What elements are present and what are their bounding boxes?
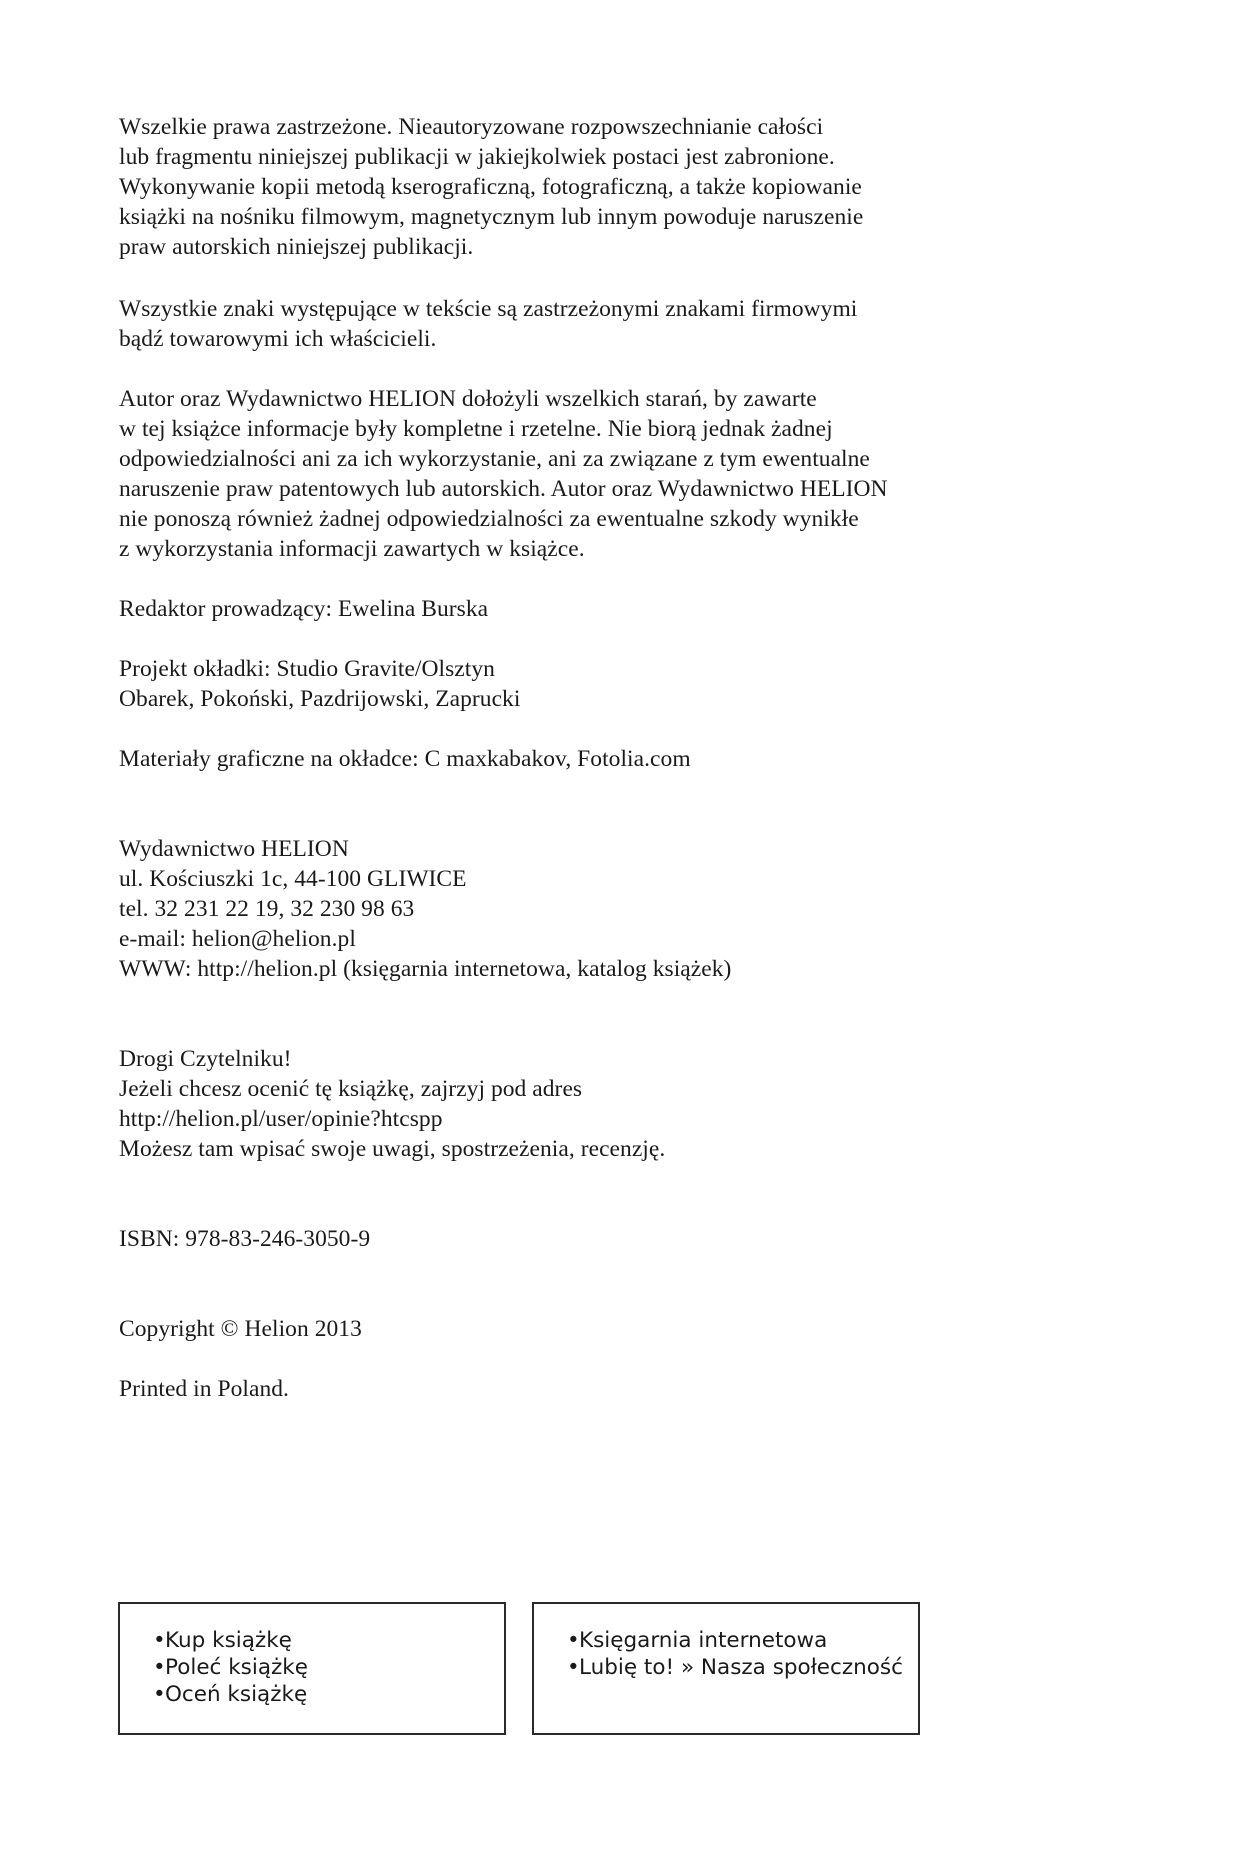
reader-greeting: Drogi Czytelniku!	[119, 1046, 292, 1072]
bullet: •	[153, 1682, 166, 1707]
reader-line: Jeżeli chcesz ocenić tę książkę, zajrzyj pod adres	[119, 1076, 583, 1102]
editor-credit	[119, 594, 1119, 624]
publisher-email: e-mail: helion@helion.pl	[119, 926, 356, 952]
trademarks-line: Wszystkie znaki występujące w tekście są zastrzeżonymi znakami firmowymi	[119, 296, 858, 322]
cover-materials-line: Materiały graficzne na okładce: C maxkabakov, Fotolia.com	[119, 746, 691, 772]
store-community-list	[567, 1627, 903, 1681]
publisher-address	[119, 834, 1119, 984]
copyright-line: Copyright © Helion 2013	[119, 1316, 362, 1342]
store-community-box	[532, 1602, 920, 1735]
cover-project-line: Projekt okładki: Studio Gravite/Olsztyn	[119, 656, 495, 682]
buy-book-link[interactable]: Kup książkę	[165, 1628, 292, 1653]
editor-line: Redaktor prowadzący: Ewelina Burska	[119, 596, 489, 622]
book-actions-list	[153, 1627, 308, 1708]
printed-line: Printed in Poland.	[119, 1376, 289, 1402]
publisher-phone: tel. 32 231 22 19, 32 230 98 63	[119, 896, 415, 922]
rights-line: Wykonywanie kopii metodą kserograficzną, fotograficzną, a także kopiowanie	[119, 174, 862, 200]
cover-project-credit	[119, 654, 1119, 714]
rights-line: lub fragmentu niniejszej publikacji w jakiejkolwiek postaci jest zabronione.	[119, 144, 835, 170]
disclaimer-line: Autor oraz Wydawnictwo HELION dołożyli wszelkich starań, by zawarte	[119, 386, 817, 412]
reader-note	[119, 1044, 1119, 1164]
isbn-line: ISBN: 978-83-246-3050-9	[119, 1226, 371, 1252]
disclaimer-line: odpowiedzialności ani za ich wykorzystanie, ani za związane z tym ewentualne	[119, 446, 870, 472]
list-item	[153, 1627, 308, 1654]
disclaimer-line: nie ponoszą również żadnej odpowiedzialności za ewentualne szkody wynikłe	[119, 506, 859, 532]
trademarks-paragraph	[119, 294, 1119, 354]
disclaimer-line: z wykorzystania informacji zawartych w książce.	[119, 536, 585, 562]
rights-line: Wszelkie prawa zastrzeżone. Nieautoryzowane rozpowszechnianie całości	[119, 114, 824, 140]
copyright-notice	[119, 1314, 1119, 1344]
trademarks-line: bądź towarowymi ich właścicieli.	[119, 326, 437, 352]
list-item	[567, 1654, 903, 1681]
disclaimer-line: w tej książce informacje były kompletne i rzetelne. Nie biorą jednak żadnej	[119, 416, 833, 442]
publisher-street: ul. Kościuszki 1c, 44-100 GLIWICE	[119, 866, 467, 892]
publisher-name: Wydawnictwo HELION	[119, 836, 349, 862]
rights-line: książki na nośniku filmowym, magnetycznym lub innym powoduje naruszenie	[119, 204, 864, 230]
bullet: •	[153, 1628, 166, 1653]
bullet: •	[567, 1655, 580, 1680]
list-item	[153, 1654, 308, 1681]
reader-url: http://helion.pl/user/opinie?htcspp	[119, 1106, 443, 1132]
isbn	[119, 1224, 1119, 1254]
online-bookstore-link[interactable]: Księgarnia internetowa	[579, 1628, 828, 1653]
reader-line: Możesz tam wpisać swoje uwagi, spostrzeżenia, recenzję.	[119, 1136, 666, 1162]
list-item	[153, 1681, 308, 1708]
printed-notice	[119, 1374, 1119, 1404]
community-link[interactable]: Lubię to! » Nasza społeczność	[579, 1655, 903, 1680]
book-actions-box	[118, 1602, 506, 1735]
rights-line: praw autorskich niniejszej publikacji.	[119, 234, 474, 260]
recommend-book-link[interactable]: Poleć książkę	[165, 1655, 308, 1680]
rate-book-link[interactable]: Oceń książkę	[165, 1682, 308, 1707]
disclaimer-paragraph	[119, 384, 1119, 564]
cover-materials-credit	[119, 744, 1119, 774]
bullet: •	[567, 1628, 580, 1653]
cover-project-line: Obarek, Pokoński, Pazdrijowski, Zaprucki	[119, 686, 521, 712]
rights-paragraph	[119, 112, 1119, 262]
bullet: •	[153, 1655, 166, 1680]
disclaimer-line: naruszenie praw patentowych lub autorskich. Autor oraz Wydawnictwo HELION	[119, 476, 888, 502]
list-item	[567, 1627, 903, 1654]
publisher-www: WWW: http://helion.pl (księgarnia internetowa, katalog książek)	[119, 956, 732, 982]
